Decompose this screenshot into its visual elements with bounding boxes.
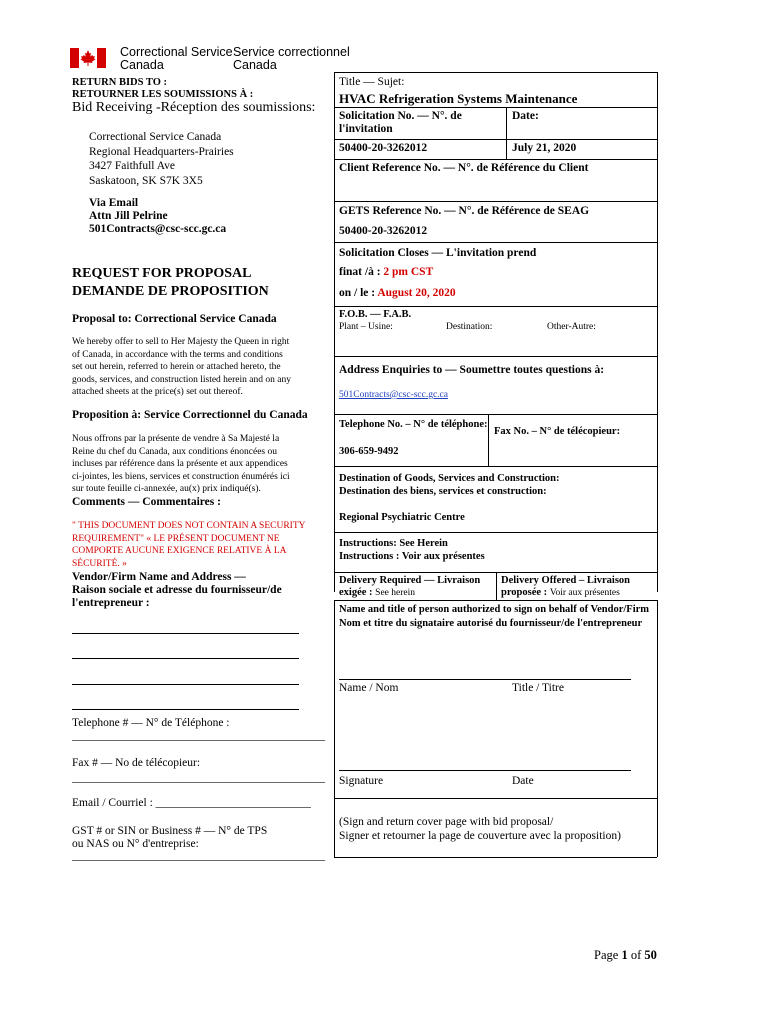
canada-flag-logo	[70, 48, 106, 68]
vendor-line-2[interactable]	[72, 658, 299, 659]
closes-time-row: finat /à : 2 pm CST	[339, 266, 434, 278]
telephone-field[interactable]: ____________________________________________	[72, 730, 325, 742]
destination-label: Destination of Goods, Services and Construction: Destination des biens, services et construction:	[339, 473, 560, 497]
proposal-to: Proposal to: Correctional Service Canada	[72, 313, 277, 325]
comments-heading: Comments — Commentaires :	[72, 496, 221, 508]
delivery-required: Delivery Required — Livraison exigée : See herein	[339, 575, 481, 598]
title-label: Title — Sujet:	[339, 76, 405, 88]
vendor-line-3[interactable]	[72, 684, 299, 685]
fob-label: F.O.B. — F.A.B.	[339, 309, 412, 320]
fob-plant: Plant – Usine:	[339, 322, 393, 332]
rfp-heading: REQUEST FOR PROPOSAL DEMANDE DE PROPOSITION	[72, 266, 269, 299]
signature-label: Signature	[339, 775, 384, 787]
title-value: HVAC Refrigeration Systems Maintenance	[339, 91, 578, 106]
security-note: " THIS DOCUMENT DOES NOT CONTAIN A SECURITY REQUIREMENT" « LE PRÉSENT DOCUMENT NE COMPORTE AUCUNE EXIGENCE RELATIVE À LA SÉCURITÉ. »	[72, 521, 306, 569]
date-value: July 21, 2020	[512, 142, 577, 154]
name-label: Name / Nom	[339, 682, 399, 694]
closes-date: August 20, 2020	[377, 287, 456, 299]
solicitation-no: 50400-20-3262012	[339, 142, 428, 154]
tel-value: 306-659-9492	[339, 446, 399, 457]
fax-label: Fax # — No de télécopieur:	[72, 757, 201, 769]
solicitation-no-label: Solicitation No. — N°. de l'invitation	[339, 110, 462, 135]
name-title-line[interactable]	[339, 679, 631, 680]
tel-label: Telephone No. – N° de téléphone:	[339, 419, 488, 430]
fax-no-label: Fax No. – N° de télécopieur:	[494, 426, 621, 437]
client-ref-label: Client Reference No. — N°. de Référence du Client	[339, 162, 589, 174]
email-field[interactable]: Email / Courriel : ___________________________	[72, 797, 311, 809]
enquiries-email-link[interactable]: 501Contracts@csc-scc.gc.ca	[339, 390, 448, 400]
return-bids-fr: RETOURNER LES SOUMISSIONS À :	[72, 89, 254, 100]
return-bids-en: RETURN BIDS TO :	[72, 77, 168, 88]
fob-other: Other-Autre:	[547, 322, 596, 332]
delivery-offered: Delivery Offered – Livraison proposée : Voir aux présentes	[501, 575, 630, 598]
email-contact: Via Email Attn Jill Pelrine 501Contracts@csc-scc.gc.ca	[89, 197, 227, 235]
closes-date-row: on / le : August 20, 2020	[339, 287, 456, 299]
bid-receiving: Bid Receiving -Réception des soumissions:	[72, 100, 316, 115]
gets-no: 50400-20-3262012	[339, 225, 428, 237]
signature-line[interactable]	[339, 770, 631, 771]
sign-return-note: (Sign and return cover page with bid proposal/ Signer et retourner la page de couverture avec la proposition)	[339, 816, 621, 842]
dept-name-en: Correctional Service Canada	[120, 45, 233, 72]
enquiries-label: Address Enquiries to — Soumettre toutes questions à:	[339, 364, 605, 376]
dept-name-fr: Service correctionnel Canada	[233, 45, 350, 72]
authorized-signer-label: Name and title of person authorized to sign on behalf of Vendor/Firm Nom et titre du signataire autorisé du fournisseur/de l'entrepreneur	[339, 604, 650, 629]
vendor-line-4[interactable]	[72, 709, 299, 710]
title-sig-label: Title / Titre	[512, 682, 564, 694]
vendor-label: Vendor/Firm Name and Address — Raison sociale et adresse du fournisseur/de l'entrepreneur :	[72, 571, 282, 609]
destination-value: Regional Psychiatric Centre	[339, 512, 465, 523]
closes-label: Solicitation Closes — L'invitation prend	[339, 247, 537, 259]
offer-text-en: We hereby offer to sell to Her Majesty the Queen in right of Canada, in accordance with the terms and conditions set out herein, referred to herein or attached hereto, the goods, services, and construction listed herein and on any attached sheets at the price(s) set out thereof.	[72, 337, 291, 397]
gets-label: GETS Reference No. — N°. de Référence de SEAG	[339, 205, 590, 217]
instructions: Instructions: See Herein Instructions : Voir aux présentes	[339, 538, 485, 562]
offer-text-fr: Nous offrons par la présente de vendre à Sa Majesté la Reine du chef du Canada, aux conditions énoncées ou incluses par référence dans la présente et aux appendices ci-jointes, les biens, services et construction énumérés ici sur toute feuille ci-annexée, au(x) prix indiqué(s).	[72, 434, 290, 494]
gst-field[interactable]: ____________________________________________	[72, 850, 325, 862]
page-number: Page 1 of 50	[594, 948, 657, 962]
signature-date-label: Date	[512, 775, 534, 787]
telephone-label: Telephone # — N° de Téléphone :	[72, 717, 230, 729]
date-label: Date:	[512, 110, 539, 122]
gst-label: GST # or SIN or Business # — N° de TPS ou NAS ou N° d'entreprise:	[72, 825, 268, 850]
fax-field[interactable]: ____________________________________________	[72, 772, 325, 784]
vendor-line-1[interactable]	[72, 633, 299, 634]
proposition-heading: Proposition à: Service Correctionnel du Canada	[72, 409, 308, 421]
fob-destination: Destination:	[446, 322, 493, 332]
return-address: Correctional Service Canada Regional Headquarters-Prairies 3427 Faithfull Ave Saskatoon, SK S7K 3X5	[89, 131, 234, 187]
closes-time: 2 pm CST	[383, 266, 434, 278]
